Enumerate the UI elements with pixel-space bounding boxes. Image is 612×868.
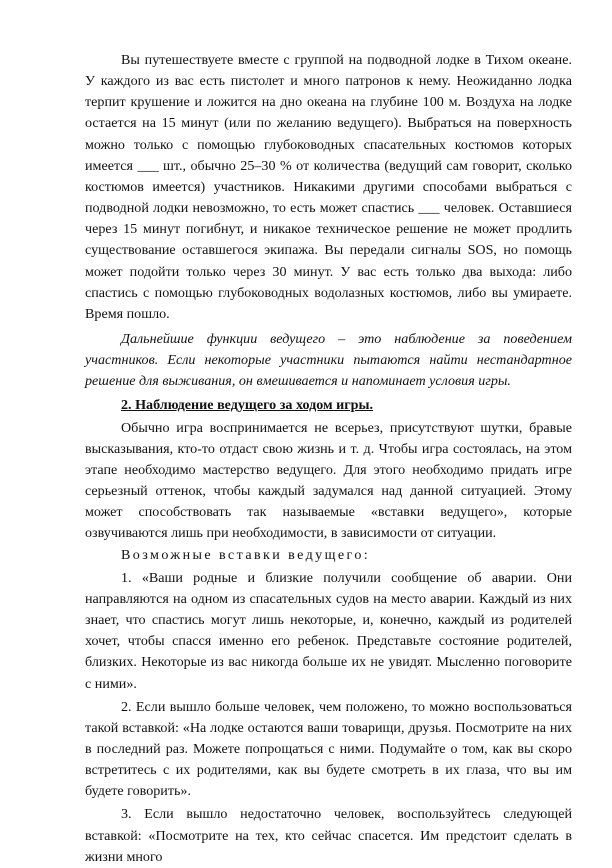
section-heading: 2. Наблюдение ведущего за ходом игры. <box>121 396 374 413</box>
insert-paragraph-2: 2. Если вышло больше человек, чем положено, то можно воспользоваться такой вставкой: «На лодке остаются ваши товарищи, друзья. Посмотрите на них в последний раз. Можете попрощаться с ними. Подумайте о том, как вы скоро встретитесь с их родителями, как вы будете смотреть в их глаза, что вы им будете говорить». <box>85 698 572 800</box>
observation-paragraph: Обычно игра воспринимается не всерьез, присутствуют шутки, бравые высказывания, кто-то отдаст свою жизнь и т. д. Чтобы игра состоялась, на этом этапе необходимо мастерство ведущего. Для этого необходимо придать игре серьезный оттенок, чтобы каждый задумался над данной ситуацией. Этому может способствовать так называемые «вставки ведущего», которые озвучиваются лишь при необходимости, в зависимости от ситуации. <box>85 419 572 542</box>
inserts-title: Возможные вставки ведущего: <box>121 546 371 563</box>
insert-paragraph-1: 1. «Ваши родные и близкие получили сообщение об аварии. Они направляются на одном из спасательных судов на место аварии. Каждый из них знает, что спастись могут лишь некоторые, и, конечно, каждый из родителей хочет, чтобы спасся именно его ребенок. Представьте состояние родителей, близких. Некоторые из вас никогда больше их не увидят. Мысленно поговорите с ними». <box>85 569 572 692</box>
document-page <box>85 50 572 868</box>
intro-paragraph: Вы путешествуете вместе с группой на подводной лодке в Тихом океане. У каждого из вас есть пистолет и много патронов к нему. Неожиданно лодка терпит крушение и ложится на дно океана на глубине 100 м. Воздуха на лодке остается на 15 минут (или по желанию ведущего). Выбраться на поверхность можно только с помощью глубоководных спасательных костюмов которых имеется ___ шт., обычно 25–30 % от количества (ведущий сам говорит, сколько костюмов имеется) участников. Никакими другими способами выбраться с подводной лодки невозможно, то есть может спастись ___ человек. Оставшиеся через 15 минут погибнут, и никакое техническое решение не может продлить существование оставшегося экипажа. Вы передали сигналы SOS, но помощь может подойти только через 30 минут. У вас есть только два выхода: либо спастись с помощью глубоководных водолазных костюмов, либо вы умираете. Время пошло. <box>85 52 572 322</box>
insert-paragraph-3: 3. Если вышло недостаточно человек, воспользуйтесь следующей вставкой: «Посмотрите на тех, кто сейчас спасется. Им предстоит сделать в жизни много <box>85 806 572 865</box>
host-functions-note: Дальнейшие функции ведущего – это наблюдение за поведением участников. Если некоторые участники пытаются найти нестандартное решение для выживания, он вмешивается и напоминает условия игры. <box>85 331 572 390</box>
